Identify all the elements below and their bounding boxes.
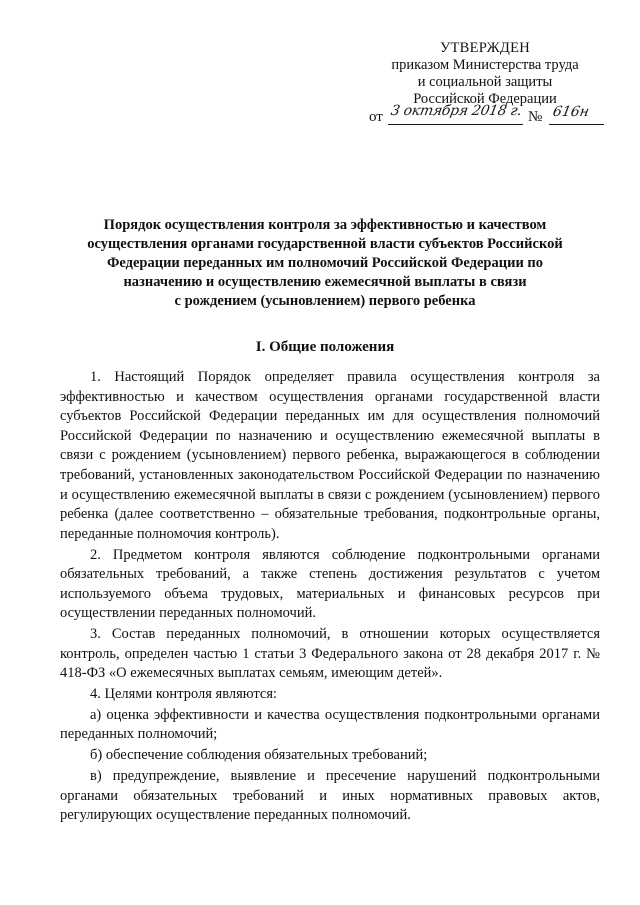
from-label: от [369,109,383,125]
paragraph-4: 4. Целями контроля являются: [90,686,278,703]
paragraph-4c: в) предупреждение, выявление и пресечение нарушений подконтрольными органами обязательных требований и иных нормативных правовых актов, регулирующих осуществление переданных полномочий. [60,768,600,824]
section-heading: I. Общие положения [255,339,395,355]
approved-heading: УТВЕРЖДЕН [439,40,531,56]
handwritten-order-date: 3 октября 2018 г. [389,103,523,119]
number-label: № [528,109,543,125]
document-body [60,368,600,827]
approval-line-1: приказом Министерства труда [391,57,579,73]
date-underline [388,124,523,125]
number-underline [549,124,604,125]
approval-line-2: и социальной защиты [417,74,553,90]
title-line-3: Федерации переданных им полномочий Российской Федерации по [106,255,544,271]
approval-line-3: Российской Федерации [413,91,557,107]
title-line-5: с рождением (усыновлением) первого ребенка [174,293,476,309]
order-date-number-line [369,103,609,129]
title-line-1: Порядок осуществления контроля за эффективностью и качеством [103,217,547,233]
paragraph-4b: б) обеспечение соблюдения обязательных требований; [90,747,428,764]
handwritten-order-number: 616н [551,104,591,120]
paragraph-1: 1. Настоящий Порядок определяет правила осуществления контроля за эффективностью и качеством осуществления органами государственной власти субъектов Российской Федерации переданных им для осуществления полномочий Российской Федерации по назначению и осуществлению ежемесячной выплаты в связи с рождением (усыновлением) первого ребенка, выражающегося в соблюдении требований, установленных законодательством Российской Федерации по назначению и осуществлению ежемесячной выплаты в связи с рождением (усыновлением) первого ребенка (далее соответственно – обязательные требования, подконтрольные органы, переданные полномочия контроль). [60,369,600,542]
paragraph-3: 3. Состав переданных полномочий, в отношении которых осуществляется контроль, определен частью 1 статьи 3 Федерального закона от 28 декабря 2017 г. № 418-ФЗ «О ежемесячных выплатах семьям, имеющим детей». [60,626,600,682]
title-line-4: назначению и осуществлению ежемесячной выплаты в связи [123,274,527,290]
approval-block [360,40,610,108]
title-line-2: осуществления органами государственной власти субъектов Российской [87,236,563,252]
paragraph-4a: а) оценка эффективности и качества осуществления подконтрольными органами переданных полномочий; [60,706,600,743]
document-title [40,216,610,311]
paragraph-2: 2. Предметом контроля являются соблюдение подконтрольными органами обязательных требований, а также степень достижения результатов с учетом используемого объема трудовых, материальных и финансовых ресурсов при осуществлении переданных полномочий. [60,546,600,622]
